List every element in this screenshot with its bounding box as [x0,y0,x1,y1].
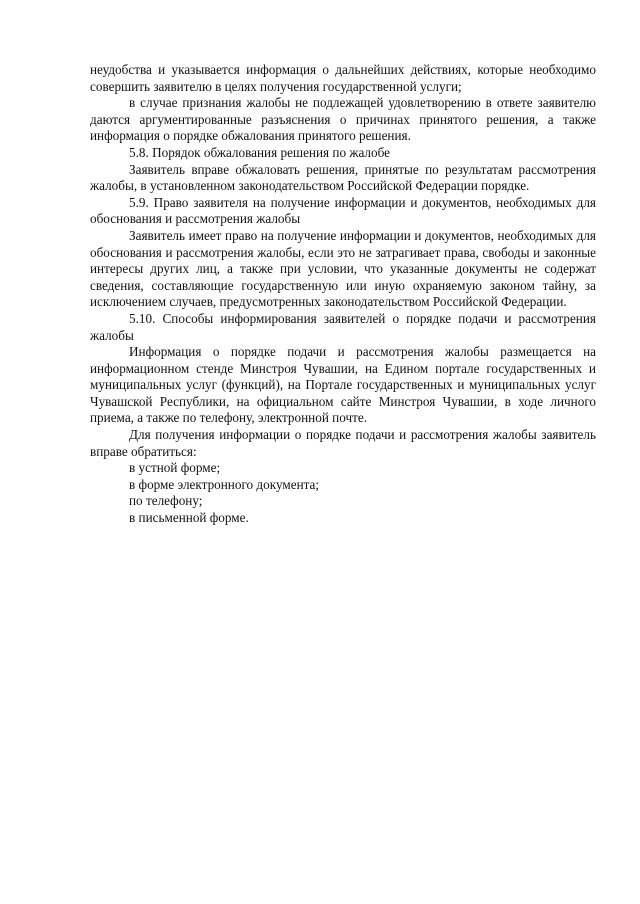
section-5-10-heading: 5.10. Способы информирования заявителей о порядке подачи и рассмотрения жалобы [90,310,596,343]
section-5-8-heading: 5.8. Порядок обжалования решения по жалобе [129,144,391,160]
section-5-9-body: Заявитель имеет право на получение информации и документов, необходимых для обоснования и рассмотрения жалобы, если это не затрагивает права, свободы и законные интересы других лиц, а также при условии, что указанные документы не содержат сведения, составляющие государственную или иную охраняемую законом тайну, за исключением случаев, предусмотренных законодательством Российской Федерации. [90,227,596,310]
document-page [90,62,596,527]
list-item: в форме электронного документа; [129,476,320,492]
section-5-10-body: Информация о порядке подачи и рассмотрения жалобы размещается на информационном стенде Минстроя Чувашии, на Едином портале государственных и муниципальных услуг (функций), на Портале государственных и муниципальных услуг Чувашской Республики, на официальном сайте Минстроя Чувашии, в ходе личного приема, а также по телефону, электронной почте. [90,344,596,426]
contact-ways-list [90,460,596,526]
refusal-paragraph: в случае признания жалобы не подлежащей удовлетворению в ответе заявителю даются аргументированные разъяснения о причинах принятого решения, а также информация о порядке обжалования принятого решения. [90,95,596,144]
continuation-paragraph: неудобства и указывается информация о дальнейших действиях, которые необходимо совершить заявителю в целях получения государственной услуги; [90,62,596,94]
section-5-9-heading: 5.9. Право заявителя на получение информации и документов, необходимых для обоснования и рассмотрения жалобы [90,194,596,227]
list-item: в устной форме; [129,460,221,476]
section-5-10-intro: Для получения информации о порядке подачи и рассмотрения жалобы заявитель вправе обратиться: [90,427,596,459]
section-5-8-body: Заявитель вправе обжаловать решения, принятые по результатам рассмотрения жалобы, в установленном законодательством Российской Федерации порядке. [90,161,596,194]
list-item: в письменной форме. [129,510,249,526]
list-item: по телефону; [129,493,203,509]
